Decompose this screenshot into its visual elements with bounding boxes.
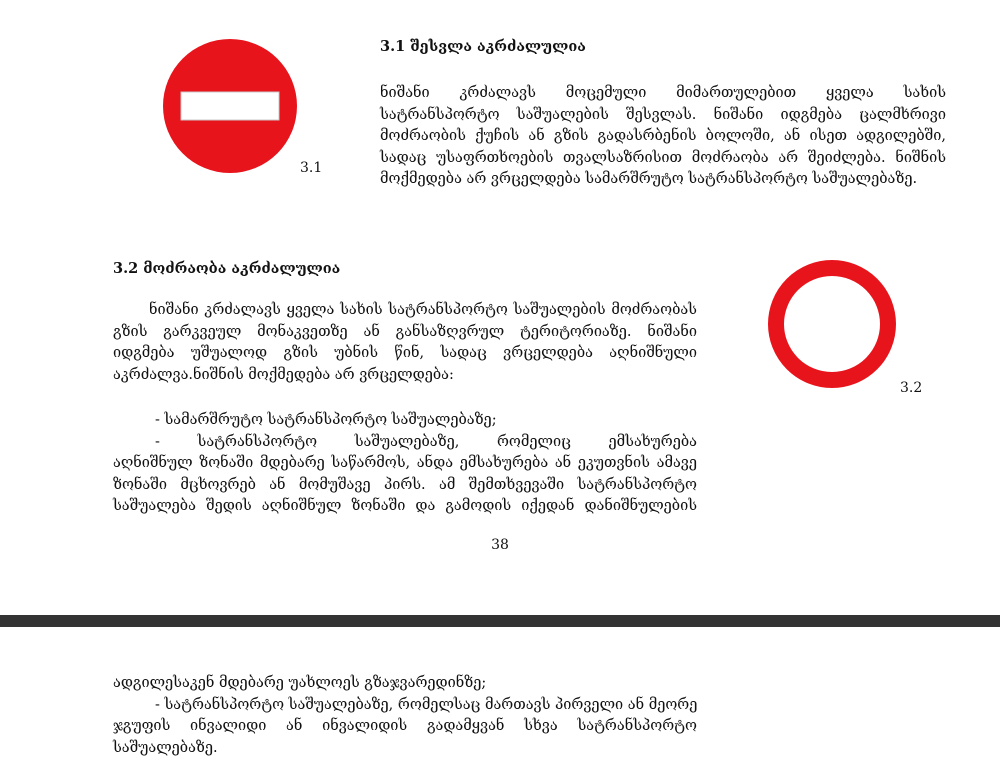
text-line: სატრანსპორტო საშუალების შესვლას. ნიშანი იდგმება ცალმხრივი bbox=[380, 106, 946, 123]
text-line: აკრძალვა.ნიშნის მოქმედება არ ვრცელდება: bbox=[113, 366, 454, 383]
text-line: ნიშანი კრძალავს ყველა სახის სატრანსპორტო საშუალების მოძრაობას bbox=[149, 302, 697, 318]
text-line: გზის გარკვეულ მონაკვეთზე ან განსაზღვრულ ტერიტორიაზე. ნიშანი bbox=[113, 323, 697, 340]
exceptions-list bbox=[113, 410, 697, 518]
text-line: ზონაში მცხოვრებ ან მომუშავე პირს. ამ შემთხვევაში სატრანსპორტო bbox=[113, 476, 697, 493]
text-line: მოძრაობის ქუჩის ან გზის გადასრბენის ბოლოში, ან ისეთ ადგილებში, bbox=[380, 128, 946, 144]
page-number: 38 bbox=[491, 537, 509, 553]
text-line: იდგმება უშუალოდ გზის უბნის წინ, სადაც ვრცელდება აღნიშნული bbox=[113, 345, 697, 361]
text-line: სადაც უსაფრთხოების თვალსაზრისით მოძრაობა არ შეიძლება. ნიშნის bbox=[380, 149, 946, 166]
text-line: აღნიშნულ ზონაში მდებარე საწარმოს, ანდა ემსახურება ან ეკუთვნის ამავე bbox=[113, 455, 697, 471]
no-entry-sign-icon bbox=[158, 36, 302, 176]
text-line: ნიშანი კრძალავს მოცემული მიმართულებით ყველა სახის bbox=[380, 85, 946, 101]
text-line: მოქმედება არ ვრცელდება სამარშრუტო სატრანსპორტო საშუალებაზე. bbox=[380, 171, 918, 187]
section-heading-32: 3.2 მოძრაობა აკრძალულია bbox=[113, 260, 341, 277]
text-line: საშუალება შედის აღნიშნულ ზონაში და გამოდის იქედან დანიშნულების bbox=[113, 498, 697, 514]
page-divider bbox=[0, 615, 1000, 627]
list-item: - სამარშრუტო სატრანსპორტო საშუალებაზე; bbox=[155, 412, 497, 428]
text-line: ადგილესაკენ მდებარე უახლოეს გზაჯვარედინზე; bbox=[113, 675, 487, 691]
text-line: ჯგუფის ინვალიდი ან ინვალიდის გადამყვან სხვა სატრანსპორტო bbox=[113, 718, 697, 734]
document-page-39 bbox=[0, 627, 1000, 770]
section-32-paragraph bbox=[113, 300, 697, 386]
sign-caption-32: 3.2 bbox=[900, 380, 923, 396]
section-heading-31: 3.1 შესვლა აკრძალულია bbox=[380, 38, 586, 55]
list-item: - სატრანსპორტო საშუალებაზე, რომელსაც მართავს პირველი ან მეორე bbox=[155, 696, 698, 713]
continued-paragraph bbox=[113, 673, 697, 759]
section-31-paragraph bbox=[380, 83, 946, 191]
list-item: - სატრანსპორტო საშუალებაზე, რომელიც ემსახურება bbox=[155, 433, 697, 450]
text-line: საშუალებაზე. bbox=[113, 739, 218, 756]
sign-caption-31: 3.1 bbox=[300, 160, 323, 176]
no-vehicles-sign-icon bbox=[764, 256, 900, 392]
